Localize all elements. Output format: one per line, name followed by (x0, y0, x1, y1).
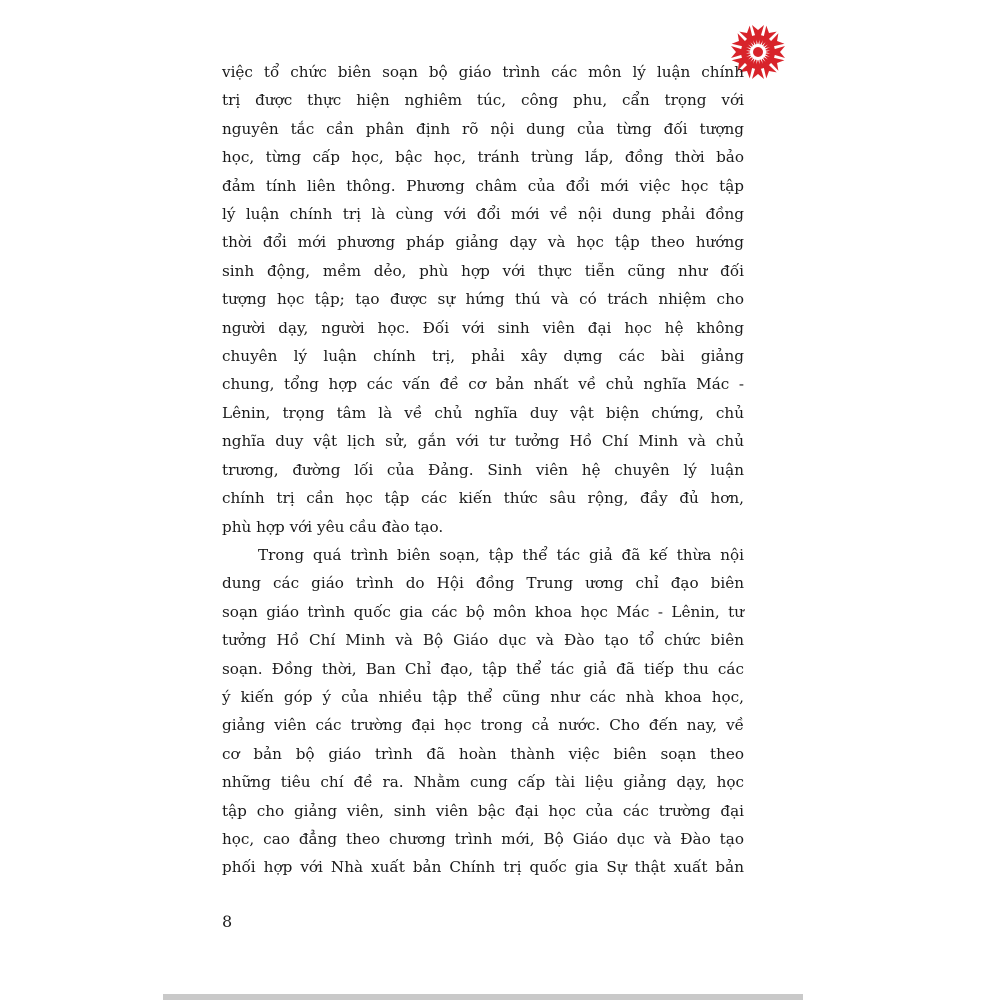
paragraph-2 (222, 541, 744, 882)
paragraph-1 (222, 58, 744, 541)
text-line: Trong quá trình biên soạn, tập thể tác giả đã kế thừa nội (258, 545, 744, 564)
text-line: học, từng cấp học, bậc học, tránh trùng lắp, đồng thời bảo (222, 148, 744, 167)
text-line: chung, tổng hợp các vấn đề cơ bản nhất về chủ nghĩa Mác - (222, 375, 744, 394)
text-line: soạn giáo trình quốc gia các bộ môn khoa học Mác - Lênin, tư (222, 602, 744, 621)
text-line: Lênin, trọng tâm là về chủ nghĩa duy vật biện chứng, chủ (222, 403, 744, 422)
text-line: trương, đường lối của Đảng. Sinh viên hệ chuyên lý luận (222, 460, 744, 479)
text-line: người dạy, người học. Đối với sinh viên đại học hệ không (222, 318, 744, 337)
text-line: phù hợp với yêu cầu đào tạo. (222, 517, 444, 536)
text-line: chính trị cần học tập các kiến thức sâu rộng, đầy đủ hơn, (222, 489, 744, 508)
text-line: sinh động, mềm dẻo, phù hợp với thực tiễn cũng như đối (222, 261, 744, 280)
text-line: những tiêu chí đề ra. Nhằm cung cấp tài liệu giảng dạy, học (222, 773, 744, 792)
bottom-scroll-edge (163, 994, 803, 1000)
text-line: soạn. Đồng thời, Ban Chỉ đạo, tập thể tác giả đã tiếp thu các (222, 659, 744, 678)
text-line: tập cho giảng viên, sinh viên bậc đại học của các trường đại (222, 801, 744, 820)
text-line: ý kiến góp ý của nhiều tập thể cũng như các nhà khoa học, (222, 687, 744, 706)
text-line: tượng học tập; tạo được sự hứng thú và có trách nhiệm cho (222, 290, 744, 309)
text-line: việc tổ chức biên soạn bộ giáo trình các môn lý luận chính (222, 63, 744, 81)
text-line: cơ bản bộ giáo trình đã hoàn thành việc biên soạn theo (222, 744, 744, 763)
text-line: tưởng Hồ Chí Minh và Bộ Giáo dục và Đào tạo tổ chức biên (222, 631, 744, 650)
text-line: thời đổi mới phương pháp giảng dạy và học tập theo hướng (222, 233, 744, 252)
text-line: chuyên lý luận chính trị, phải xây dựng các bài giảng (222, 347, 744, 366)
body-text (222, 58, 744, 882)
text-line: nghĩa duy vật lịch sử, gắn với tư tưởng Hồ Chí Minh và chủ (222, 432, 744, 451)
text-line: lý luận chính trị là cùng với đổi mới về nội dung phải đồng (222, 205, 744, 224)
page-number: 8 (222, 912, 233, 931)
text-line: giảng viên các trường đại học trong cả nước. Cho đến nay, về (222, 716, 744, 735)
text-line: phối hợp với Nhà xuất bản Chính trị quốc gia Sự thật xuất bản (222, 858, 744, 877)
text-line: đảm tính liên thông. Phương châm của đổi mới việc học tập (222, 176, 744, 195)
text-line: học, cao đẳng theo chương trình mới, Bộ Giáo dục và Đào tạo (222, 829, 744, 848)
text-line: trị được thực hiện nghiêm túc, công phu, cẩn trọng với (222, 91, 744, 110)
text-line: nguyên tắc cần phân định rõ nội dung của từng đối tượng (222, 119, 744, 138)
text-line: dung các giáo trình do Hội đồng Trung ương chỉ đạo biên (222, 574, 744, 593)
